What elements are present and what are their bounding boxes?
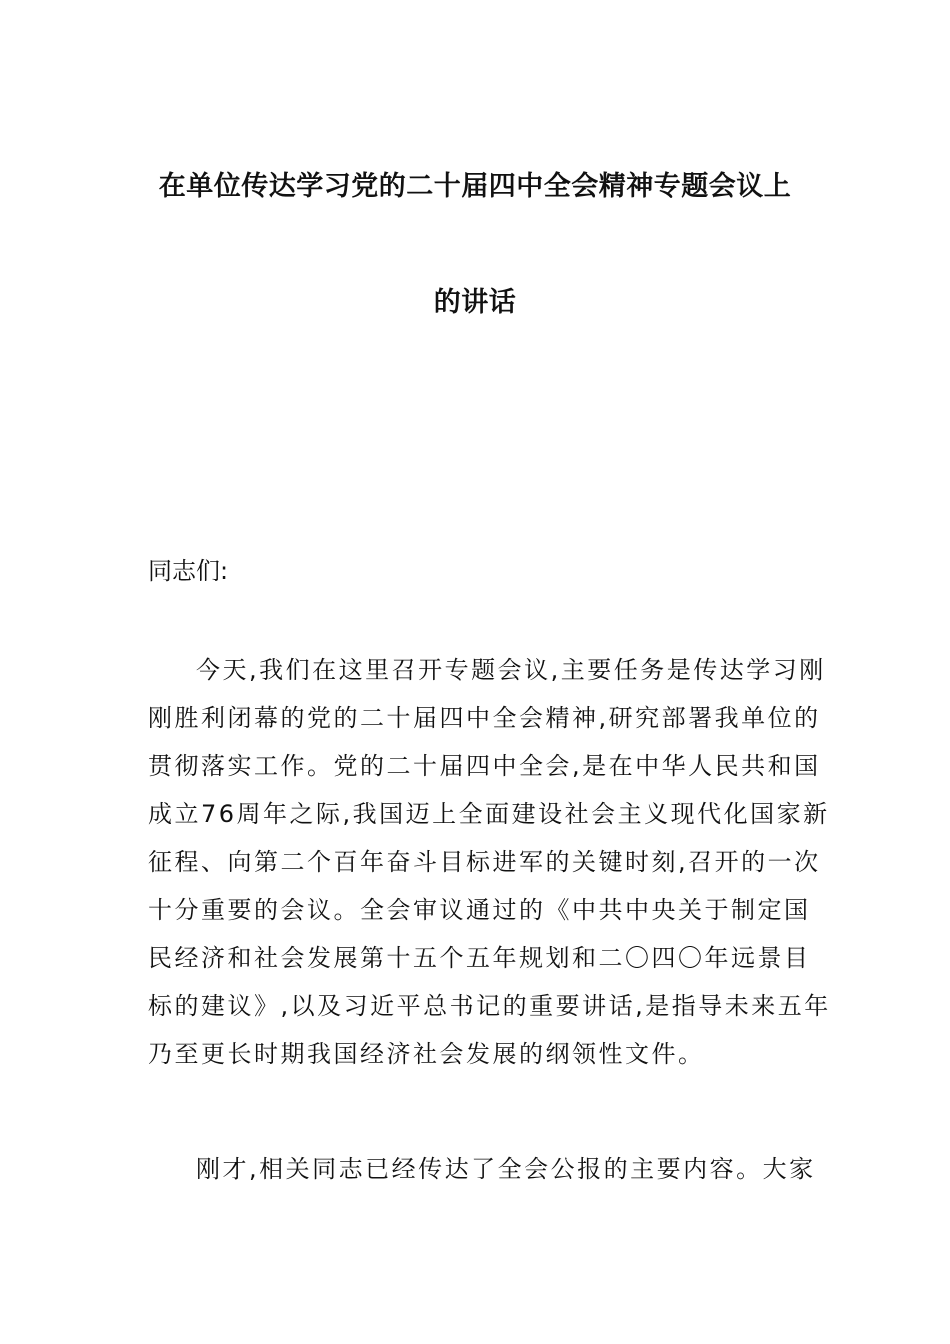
paragraph-line: 十分重要的会议。全会审议通过的《中共中央关于制定国 — [148, 896, 811, 924]
paragraph-line: 刚胜利闭幕的党的二十届四中全会精神,研究部署我单位的 — [148, 704, 821, 732]
paragraph-line: 乃至更长时期我国经济社会发展的纲领性文件。 — [148, 1040, 705, 1068]
paragraph-line: 刚才,相关同志已经传达了全会公报的主要内容。大家 — [196, 1155, 816, 1183]
paragraph-1 — [148, 646, 831, 1078]
paragraph-line: 标的建议》,以及习近平总书记的重要讲话,是指导未来五年 — [148, 992, 831, 1020]
paragraph-line: 贯彻落实工作。党的二十届四中全会,是在中华人民共和国 — [148, 752, 821, 780]
salutation: 同志们: — [148, 557, 229, 585]
document-title-line-2: 的讲话 — [433, 287, 517, 318]
paragraph-line: 征程、向第二个百年奋斗目标进军的关键时刻,召开的一次 — [148, 848, 821, 876]
paragraph-line: 今天,我们在这里召开专题会议,主要任务是传达学习刚 — [196, 656, 826, 684]
paragraph-line: 成立76周年之际,我国迈上全面建设社会主义现代化国家新 — [148, 800, 830, 828]
paragraph-2 — [148, 1145, 816, 1193]
paragraph-line: 民经济和社会发展第十五个五年规划和二〇四〇年远景目 — [148, 944, 811, 972]
document-title-line-1: 在单位传达学习党的二十届四中全会精神专题会议上 — [158, 171, 792, 202]
